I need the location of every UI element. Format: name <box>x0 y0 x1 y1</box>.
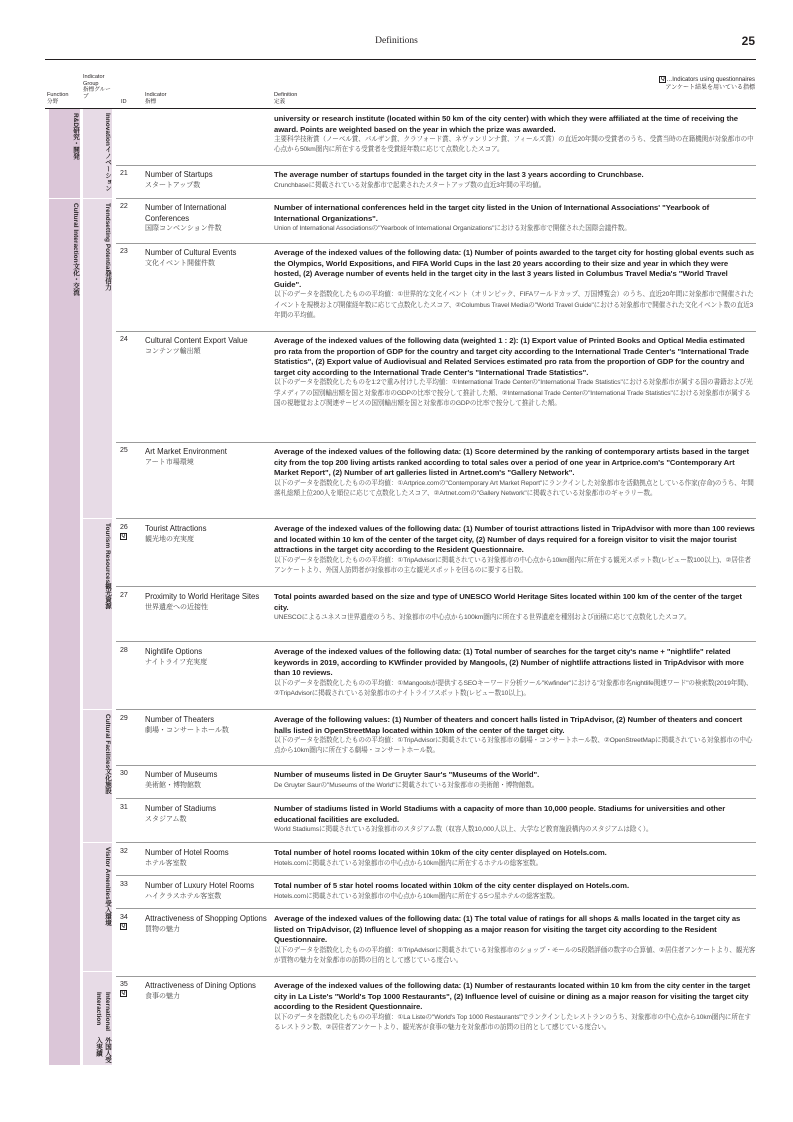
id-column-header: ID <box>121 99 127 105</box>
row-divider <box>116 331 756 332</box>
row-divider <box>116 243 756 244</box>
group-band-cultural-facilities: Cultural Facilities 文化施設 <box>83 710 112 842</box>
page-number: 25 <box>741 34 755 48</box>
group-band-tourism-resources: Tourism Resources 観光資源 <box>83 519 112 709</box>
function-band-cultural-interaction: Cultural Interaction 文化・交流 <box>49 199 80 1065</box>
row-divider <box>116 709 756 710</box>
row-divider <box>116 976 756 977</box>
function-column-header: Function 分野 <box>47 92 69 105</box>
row-divider <box>116 165 756 166</box>
header-rule <box>45 59 756 60</box>
group-column-header: Indicator Group 指標グループ <box>83 74 111 100</box>
row-divider <box>116 798 756 799</box>
questionnaire-icon <box>120 990 127 997</box>
group-band-trendsetting: Trendsetting Potential 発信力 <box>83 199 112 518</box>
row-divider <box>116 586 756 587</box>
row-divider <box>116 518 756 519</box>
questionnaire-icon <box>120 533 127 540</box>
group-band-visitor-amenities: Visitor Amenities 受入環境 <box>83 843 112 971</box>
row-divider <box>116 842 756 843</box>
group-band-international-interaction: International Interaction 外国人受入実績 <box>83 972 112 1065</box>
row-divider <box>116 875 756 876</box>
row-divider <box>116 641 756 642</box>
running-title: Definitions <box>375 36 418 46</box>
questionnaire-legend: Q…Indicators using questionnaires アンケート結果を用いている指標 <box>659 76 755 92</box>
row-divider <box>116 908 756 909</box>
definition-column-header: Definition 定義 <box>274 92 298 105</box>
group-band-innovation: Innovation イノベーション <box>83 109 112 198</box>
indicator-column-header: Indicator 指標 <box>145 92 167 105</box>
row-divider <box>116 442 756 443</box>
questionnaire-icon <box>120 923 127 930</box>
row-divider <box>116 765 756 766</box>
table-top-rule <box>45 108 756 109</box>
function-band-rd: R&D 研究・開発 <box>49 109 80 198</box>
row-divider <box>116 198 756 199</box>
